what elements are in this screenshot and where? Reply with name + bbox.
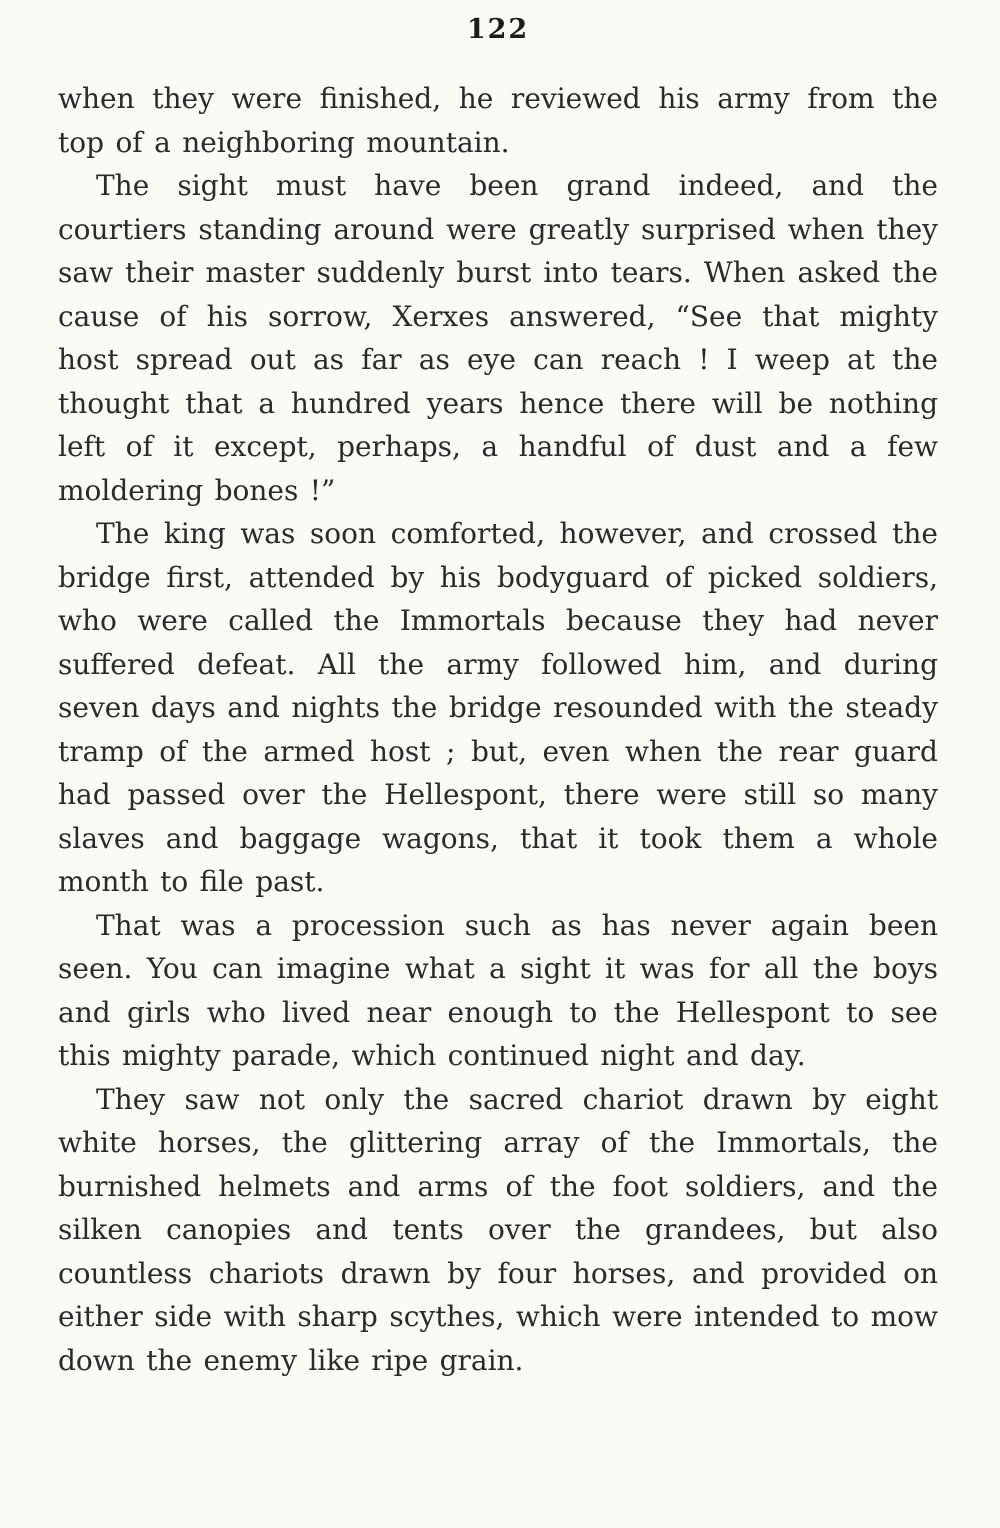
paragraph: The sight must have been grand indeed, and the courtiers standing around were greatly surprised when they saw their master suddenly burst into tears. When asked the cause of his sorrow, Xerxes answered, “See that mighty host spread out as far as eye can reach ! I weep at the thought that a hundred years hence there will be nothing left of it except, perhaps, a handful of dust and a few moldering bones !” [58,169,938,507]
paragraph: when they were finished, he reviewed his army from the top of a neighboring mountain. [58,82,938,159]
page-number: 122 [466,14,530,45]
text-block [58,77,938,1382]
paragraph: That was a procession such as has never again been seen. You can imagine what a sight it was for all the boys and girls who lived near enough to the Hellespont to see this mighty parade, which continued night and day. [58,908,938,1072]
paragraph: The king was soon comforted, however, and crossed the bridge first, attended by his bodyguard of picked soldiers, who were called the Immortals because they had never suffered defeat. All the army followed him, and during seven days and nights the bridge resounded with the steady tramp of the armed host ; but, even when the rear guard had passed over the Hellespont, there were still so many slaves and baggage wagons, that it took them a whole month to file past. [58,517,938,898]
paragraph: They saw not only the sacred chariot drawn by eight white horses, the glittering array of the Immortals, the burnished helmets and arms of the foot soldiers, and the silken canopies and tents over the grandees, but also countless chariots drawn by four horses, and provided on either side with sharp scythes, which were intended to mow down the enemy like ripe grain. [58,1082,938,1377]
